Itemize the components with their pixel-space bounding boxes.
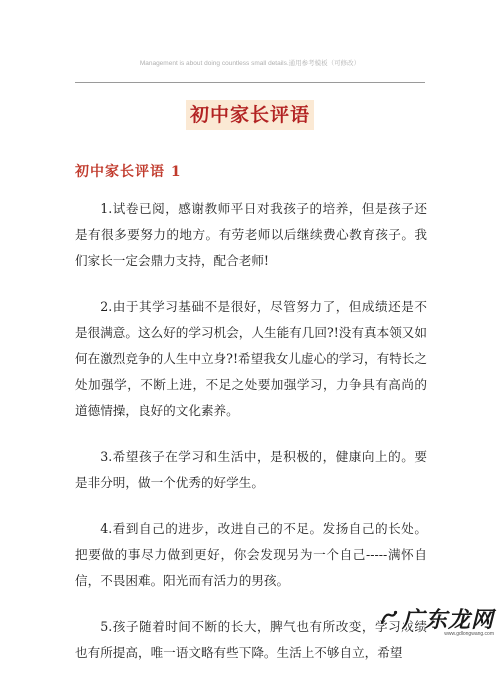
document-title-text: 初中家长评语 <box>186 100 314 130</box>
paragraph-2: 2.由于其学习基础不是很好，尽管努力了，但成绩还是不是很满意。这么好的学习机会，人生能有几回?!没有真本领又如何在激烈竞争的人生中立身?!希望我女儿虚心的学习，有特长之处加强学，不断上进，不足之处要加强学习，力争具有高尚的道德情操，良好的文化素养。 <box>75 299 427 418</box>
document-title <box>0 100 500 130</box>
header-note: Management is about doing countless small details.通用参考模板（可修改） <box>139 60 361 67</box>
paragraph-1: 1.试卷已阅，感谢教师平日对我孩子的培养，但是孩子还是有很多要努力的地方。有劳老师以后继续费心教育孩子。我们家长一定会鼎力支持，配合老师! <box>75 201 427 268</box>
dragon-logo-icon <box>380 609 398 627</box>
watermark-text: 广东龙网 <box>401 607 494 633</box>
paragraph-4: 4.看到自己的进步，改进自己的不足。发扬自己的长处。把要做的事尽力做到更好，你会发现另为一个自己-----满怀自信，不畏困难。阳光而有活力的男孩。 <box>75 521 427 588</box>
watermark-logo <box>380 603 494 633</box>
header-divider <box>75 82 425 83</box>
paragraph-3: 3.希望孩子在学习和生活中，是积极的，健康向上的。要是非分明，做一个优秀的好学生。 <box>75 449 427 490</box>
watermark-url: www.gdlongwang.com <box>444 631 494 637</box>
paragraph-5: 5.孩子随着时间不断的长大，脾气也有所改变，学习成绩也有所提高，唯一语文略有些下降。生活上不够自立，希望 <box>75 619 427 660</box>
document-body <box>75 196 427 686</box>
section-heading: 初中家长评语 1 <box>75 164 182 180</box>
